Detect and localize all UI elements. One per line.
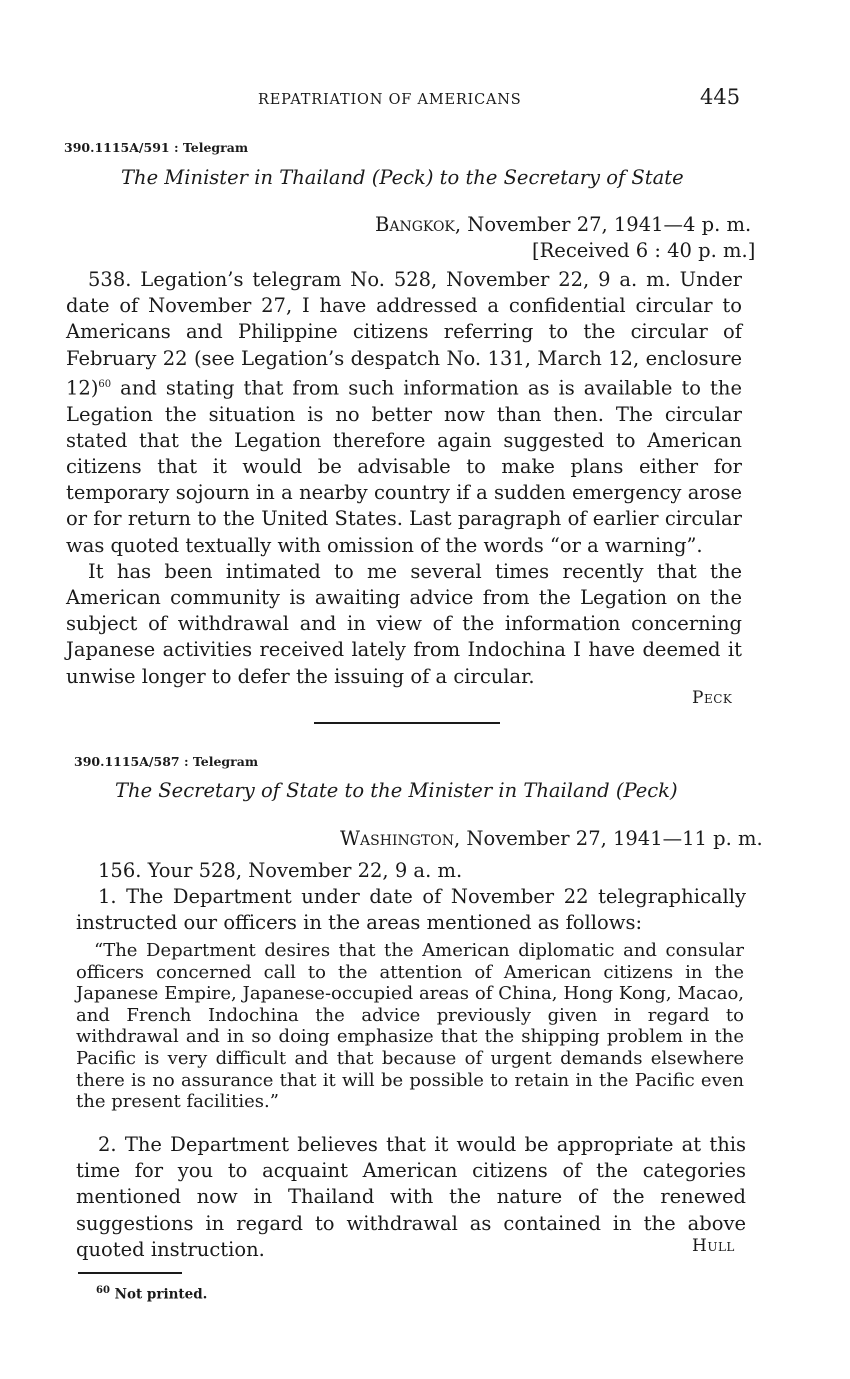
message-body <box>76 858 746 937</box>
document-title: The Secretary of State to the Minister in Thailand (Peck) <box>115 779 678 802</box>
file-reference: 390.1115A/591 : Telegram <box>64 140 249 155</box>
footnote-number: 60 <box>96 1285 110 1296</box>
footnote-ref: 60 <box>98 378 112 390</box>
paragraph: 538. Legation’s telegram No. 528, November 22, 9 a. m. Under date of November 27, I have addressed a confidential circular to Americans and Philippine citizens referring to the circular of February 22 (see Legation’s despatch No. 131, March 12, enclosure 12)$^{60}$ and stating that from such information as is available to the Legation the situation is no better now than then. The circular stated that the Legation therefore again suggested to American citizens that it would be advisable to make plans either for temporary sojourn in a nearby country if a sudden emergency arose or for return to the United States. Last paragraph of earlier circular was quoted textually with omission of the words “or a warning”. <box>66 268 742 557</box>
place-name: Washington, <box>340 827 461 850</box>
date-time: November 27, 1941—11 p. m. <box>466 827 763 850</box>
signature: Peck <box>692 688 733 708</box>
paragraph: 1. The Department under date of November 22 telegraphically instructed our officers in the areas mentioned as follows: <box>76 885 746 935</box>
footnote <box>96 1285 207 1303</box>
footnote-text: Not printed. <box>114 1286 208 1303</box>
running-title: REPATRIATION OF AMERICANS <box>258 92 522 108</box>
footnote-rule <box>78 1272 182 1274</box>
place-date-line <box>375 213 751 236</box>
paragraph: 156. Your 528, November 22, 9 a. m. <box>98 859 463 882</box>
place-name: Bangkok, <box>375 213 462 236</box>
page-number: 445 <box>700 85 741 109</box>
section-divider <box>314 722 500 724</box>
date-time: November 27, 1941—4 p. m. <box>467 213 752 236</box>
message-body <box>66 267 742 690</box>
file-reference: 390.1115A/587 : Telegram <box>74 754 259 769</box>
closing-paragraph: 2. The Department believes that it would be appropriate at this time for you to acquaint American citizens of the categories mentioned now in Thailand with the nature of the renewed suggestions in regard to withdrawal as contained in the above quoted instruction. <box>76 1133 746 1261</box>
signature: Hull <box>692 1236 735 1256</box>
place-date-line <box>340 827 763 850</box>
document-title: The Minister in Thailand (Peck) to the Secretary of State <box>121 166 684 189</box>
received-line: [Received 6 : 40 p. m.] <box>532 239 756 262</box>
quoted-instruction: “The Department desires that the American diplomatic and consular officers concerned call to the attention of American citizens in the Japanese Empire, Japanese-occupied areas of China, Hong Kong, Macao, and French Indochina the advice previously given in regard to withdrawal and in so doing emphasize that the shipping problem in the Pacific is very difficult and that because of urgent demands elsewhere there is no assurance that it will be possible to retain in the Pacific even the present facilities.” <box>76 940 744 1113</box>
paragraph: It has been intimated to me several times recently that the American community is awaiting advice from the Legation on the subject of withdrawal and in view of the information concerning Japanese activities received lately from Indochina I have deemed it unwise longer to defer the issuing of a circular. <box>66 559 742 688</box>
